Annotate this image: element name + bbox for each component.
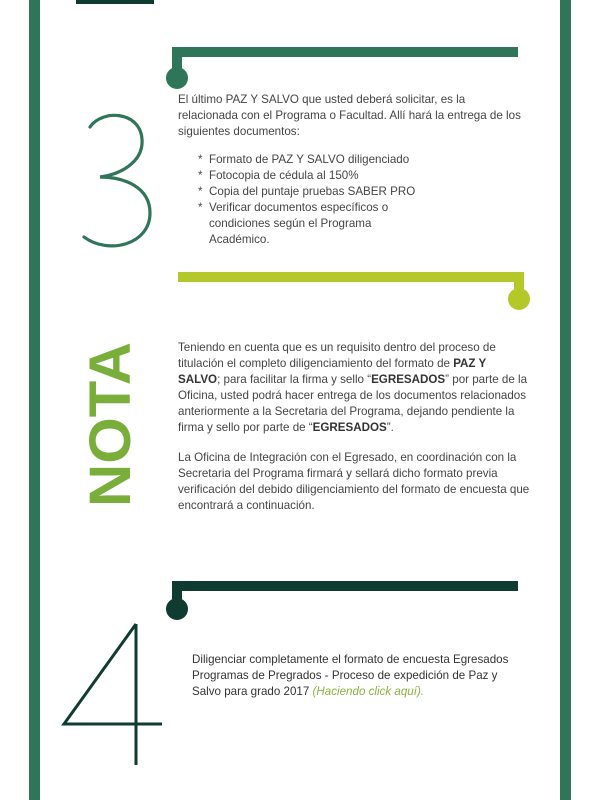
left-border xyxy=(29,0,40,800)
nota-text-segment: ”. xyxy=(386,421,394,434)
step3-number-graphic xyxy=(72,105,157,255)
nota-bold-egresados: EGRESADOS xyxy=(371,373,446,386)
nota-bold-paz-y-salvo: PAZ Y SALVO xyxy=(178,357,487,386)
nota-heading xyxy=(60,342,160,507)
documents-list xyxy=(178,152,528,248)
document-item: * Formato de PAZ Y SALVO diligenciado xyxy=(198,152,528,168)
nota-paragraph-1 xyxy=(178,340,530,436)
step4-content xyxy=(192,652,517,700)
nota-bold-egresados: EGRESADOS xyxy=(312,421,387,434)
step3-intro: El último PAZ Y SALVO que usted deberá solicitar, es la relacionada con el Programa o Facultad. Allí hará la entrega de los siguientes documentos: xyxy=(178,93,521,138)
step4-number-graphic xyxy=(60,620,165,765)
step3-dot xyxy=(166,67,188,89)
nota-text-segment: Teniendo en cuenta que es un requisito dentro del proceso de titulación el completo diligenciamiento del formato de xyxy=(178,341,496,370)
nota-heading-text: NOTA xyxy=(78,346,143,507)
top-connector xyxy=(76,0,154,4)
nota-text-segment: ; para facilitar la firma y sello “ xyxy=(217,373,372,386)
step3-top-bar xyxy=(172,47,518,57)
document-item: * Copia del puntaje pruebas SABER PRO xyxy=(198,184,528,200)
nota-text-segment: ” por parte de la Oficina, usted podrá hacer entrega de los documentos relacionados anteriormente a la Secretaria del Programa, dejando pendiente la firma y sello por parte de “ xyxy=(178,373,528,434)
document-item: * Fotocopia de cédula al 150% xyxy=(198,168,528,184)
right-border xyxy=(560,0,571,800)
nota-content xyxy=(178,340,530,528)
survey-link[interactable]: (Haciendo click aquí). xyxy=(312,685,425,698)
top-connector-end xyxy=(150,0,154,4)
step3-bottom-bar xyxy=(178,272,524,282)
nota-paragraph-2: La Oficina de Integración con el Egresado, en coordinación con la Secretaria del Programa firmará y sellará dicho formato previa verificación del debido diligenciamiento del formato de encuesta que encontrará a continuación. xyxy=(178,451,530,512)
step4-text: Diligenciar completamente el formato de encuesta Egresados Programas de Pregrados - Proceso de expedición de Paz y Salvo para grado 2017 xyxy=(192,653,509,698)
lime-dot xyxy=(508,288,530,310)
step4-top-bar xyxy=(172,581,518,591)
step3-content xyxy=(178,92,528,248)
document-item: * Verificar documentos específicos o condiciones según el Programa Académico. xyxy=(198,200,389,248)
step4-dot xyxy=(166,598,188,620)
